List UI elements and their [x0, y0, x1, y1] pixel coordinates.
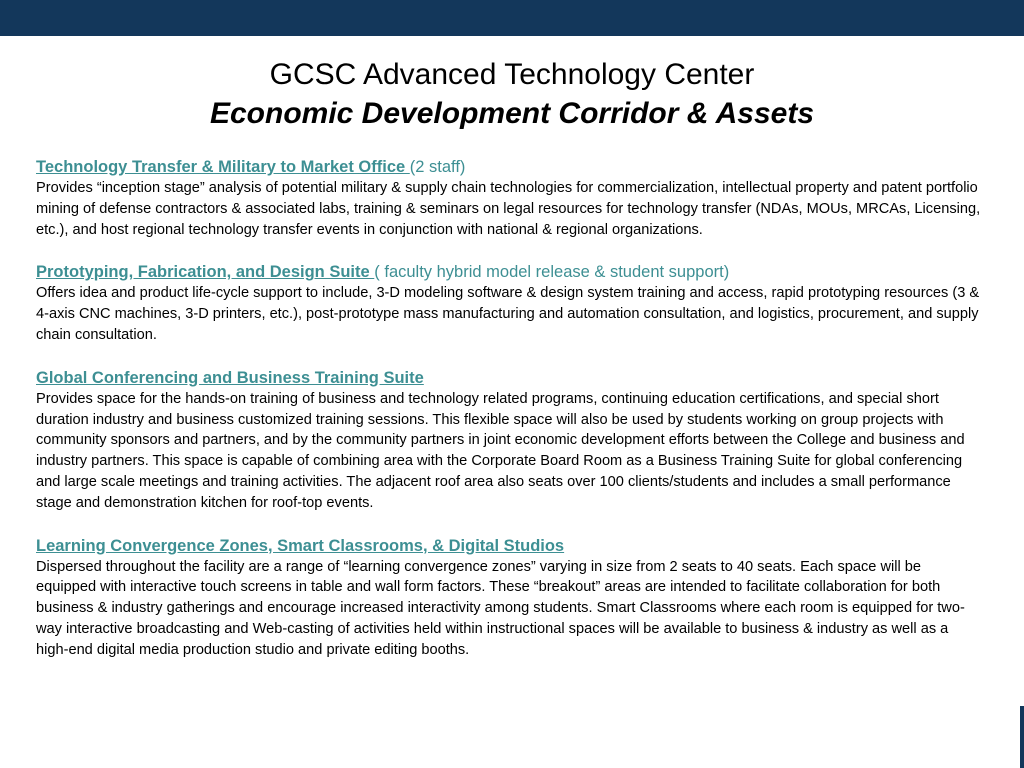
section-body: Dispersed throughout the facility are a range of “learning convergence zones” varying in size from 2 seats to 40 seats. Each space will be equipped with interactive touch screens in table and wall form factors. These “breakout” areas are intended to facilitate collaboration for both business & industry gatherings and encourage increased interactivity among students. Smart Classrooms where each room is equipped for two-way interactive broadcasting and Web-casting of activities held within instructional spaces will be available to business & industry as well as a high-end digital media production studio and private editing booths.	[36, 558, 965, 658]
slide-subtitle: Economic Development Corridor & Assets	[209, 97, 815, 130]
section-body: Offers idea and product life-cycle support to include, 3-D modeling software & design system training and access, rapid prototyping resources (3 & 4-axis CNC machines, 3-D printers, etc.), post-prototype mass manufacturing and automation consultation, and logistics, procurement, and supply chain consultation.	[36, 285, 980, 343]
section-heading	[36, 261, 981, 283]
section-global-conferencing	[36, 367, 981, 514]
content	[36, 156, 981, 682]
section-learning-convergence	[36, 535, 981, 661]
slide-title: GCSC Advanced Technology Center	[269, 58, 755, 91]
section-prototyping	[36, 261, 981, 345]
section-title: Learning Convergence Zones, Smart Classrooms, & Digital Studios	[36, 536, 565, 555]
section-note: (2 staff)	[409, 158, 466, 176]
section-heading	[36, 156, 981, 178]
top-bar	[0, 0, 1024, 36]
section-title: Technology Transfer & Military to Market Office	[36, 158, 410, 176]
corner-bar	[1020, 706, 1024, 768]
section-body: Provides space for the hands-on training of business and technology related programs, continuing education certifications, and special short duration industry and business customized training sessions. This flexible space will also be used by students working on group projects with community sponsors and partners, and by the community partners in joint economic development efforts between the College and business and industry partners. This space is capable of combining area with the Corporate Board Room as a Business Training Suite for global conferencing and large scale meetings and training activities. The adjacent roof area also seats over 100 clients/students and includes a small performance stage and demonstration kitchen for roof-top events.	[36, 390, 965, 511]
title-block	[0, 56, 1024, 134]
section-technology-transfer	[36, 156, 981, 240]
section-heading	[36, 367, 981, 389]
section-body: Provides “inception stage” analysis of potential military & supply chain technologies for commercialization, intellectual property and patent portfolio mining of defense contractors & associated labs, training & seminars on legal resources for technology transfer (NDAs, MOUs, MRCAs, Licensing, etc.), and host regional technology transfer events in conjunction with national & regional organizations.	[36, 180, 981, 238]
section-title: Prototyping, Fabrication, and Design Suite	[36, 263, 375, 282]
section-heading	[36, 535, 981, 557]
section-title: Global Conferencing and Business Training Suite	[36, 368, 424, 387]
section-note: ( faculty hybrid model release & student support)	[374, 263, 730, 282]
